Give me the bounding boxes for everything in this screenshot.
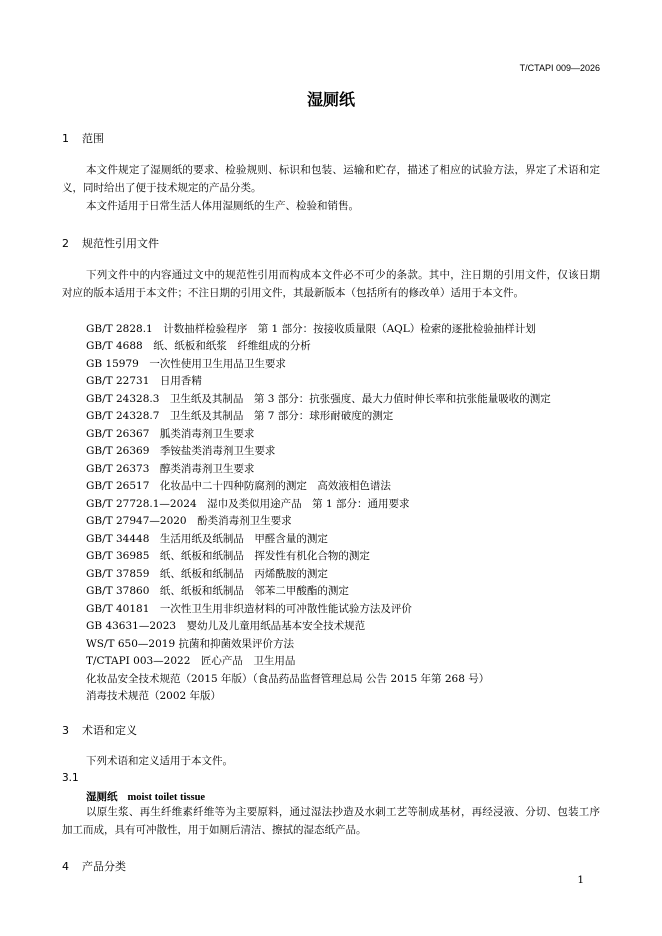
term-number: 3.1 [62,772,79,784]
term-english: moist toilet tissue [127,792,206,803]
reference-item: 消毒技术规范（2002 年版） [86,690,222,702]
standard-code: T/CTAPI 009—2026 [519,63,600,73]
reference-item: GB/T 37860 纸、纸板和纸制品 邻苯二甲酸酯的测定 [86,585,349,597]
section-number: 1 [62,132,69,145]
reference-item: WS/T 650—2019 抗菌和抑菌效果评价方法 [86,638,294,650]
reference-item: GB/T 34448 生活用纸及纸制品 甲醛含量的测定 [86,533,328,545]
reference-item: GB/T 40181 一次性卫生用非织造材料的可冲散性能试验方法及评价 [86,603,412,615]
section-title: 范围 [82,132,104,145]
section-number: 4 [62,860,69,873]
section-title: 产品分类 [82,860,126,873]
section-1-paragraph-1: 本文件规定了湿厕纸的要求、检验规则、标识和包装、运输和贮存，描述了相应的试验方法，界定了术语和定义，同时给出了便于技术规定的产品分类。 [62,164,600,194]
section-1-paragraph-2: 本文件适用于日常生活人体用湿厕纸的生产、检验和销售。 [86,200,359,212]
term-definition: 以原生浆、再生纤维素纤维等为主要原料，通过湿法抄造及水刺工艺等制成基材，再经浸液、分切、包装工序加工而成，具有可冲散性，用于如厕后清洁、擦拭的湿态纸产品。 [62,806,600,836]
section-2-heading [62,235,159,251]
section-3-intro: 下列术语和定义适用于本文件。 [86,755,233,767]
section-2-intro: 下列文件中的内容通过文中的规范性引用而构成本文件必不可少的条款。其中，注日期的引用文件，仅该日期对应的版本适用于本文件；不注日期的引用文件，其最新版本（包括所有的修改单）适用于本文件。 [62,269,600,299]
section-number: 3 [62,724,69,737]
reference-item: GB/T 22731 日用香精 [86,375,202,387]
reference-item: GB/T 27728.1—2024 湿巾及类似用途产品 第 1 部分：通用要求 [86,498,410,510]
reference-item: GB/T 27947—2020 酚类消毒剂卫生要求 [86,515,292,527]
reference-item: GB/T 37859 纸、纸板和纸制品 丙烯酰胺的测定 [86,568,328,580]
reference-item: GB/T 36985 纸、纸板和纸制品 挥发性有机化合物的测定 [86,550,370,562]
page-title: 湿厕纸 [306,90,355,109]
reference-item: GB/T 2828.1 计数抽样检验程序 第 1 部分：按接收质量限（AQL）检索的逐批检验抽样计划 [86,323,536,335]
section-number: 2 [62,237,69,250]
reference-item: GB/T 24328.3 卫生纸及其制品 第 3 部分：抗张强度、最大力值时伸长率和抗张能量吸收的测定 [86,393,551,405]
section-title: 术语和定义 [82,724,137,737]
reference-item: GB/T 26517 化妆品中二十四种防腐剂的测定 高效液相色谱法 [86,480,391,492]
reference-item: GB 15979 一次性使用卫生用品卫生要求 [86,358,286,370]
reference-item: T/CTAPI 003—2022 匠心产品 卫生用品 [86,655,296,667]
reference-item: GB/T 26369 季铵盐类消毒剂卫生要求 [86,445,276,457]
page-number: 1 [577,874,584,886]
reference-item: GB 43631—2023 婴幼儿及儿童用纸品基本安全技术规范 [86,620,366,632]
reference-item: GB/T 26373 醇类消毒剂卫生要求 [86,463,255,475]
reference-item: 化妆品安全技术规范（2015 年版）（食品药品监督管理总局 公告 2015 年第 268 号） [86,673,490,685]
section-3-heading [62,722,137,738]
term-chinese: 湿厕纸 [86,791,118,803]
reference-item: GB/T 26367 胍类消毒剂卫生要求 [86,428,255,440]
section-1-heading [62,130,104,146]
reference-item: GB/T 24328.7 卫生纸及其制品 第 7 部分：球形耐破度的测定 [86,410,394,422]
term-heading [86,789,205,804]
section-title: 规范性引用文件 [82,237,159,250]
reference-item: GB/T 4688 纸、纸板和纸浆 纤维组成的分析 [86,340,311,352]
section-4-heading [62,858,126,874]
